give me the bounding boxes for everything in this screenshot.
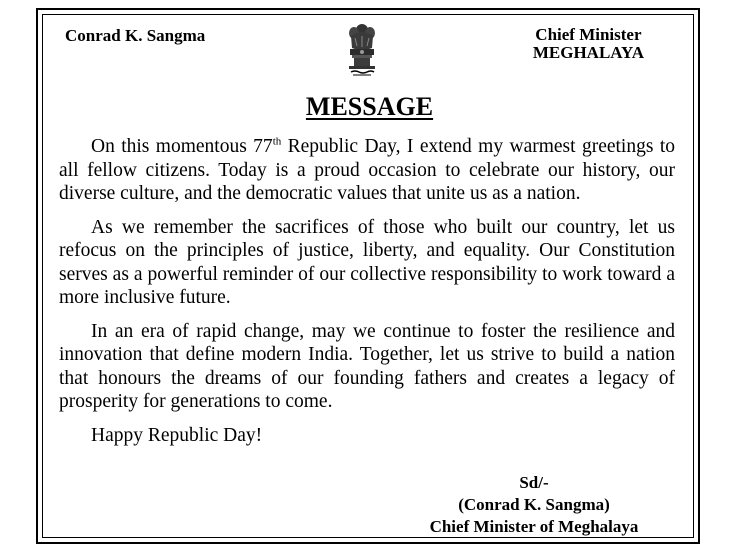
designation-block [533, 26, 644, 62]
sender-name: Conrad K. Sangma [65, 26, 206, 45]
paragraph-2: As we remember the sacrifices of those who built our country, let us refocus on the principles of justice, liberty, and equality. Our Constitution serves as a powerful reminder of our collective responsibility to work toward a more inclusive future. [59, 216, 675, 308]
signature-block [400, 472, 668, 538]
national-emblem-graphic [345, 22, 379, 78]
paragraph-4: Happy Republic Day! [91, 424, 263, 446]
paragraph-3: In an era of rapid change, may we continue to foster the resilience and innovation that define modern India. Together, let us strive to build a nation that honours the dreams of our founding fathers and creates a legacy of prosperity for generations to come. [59, 320, 675, 412]
signature-name: (Conrad K. Sangma) [458, 495, 610, 514]
ordinal-suffix: th [272, 135, 282, 148]
designation-state: MEGHALAYA [532, 43, 644, 62]
message-body [59, 135, 675, 457]
paragraph-1-rest: Republic Day, I extend my warmest greetings to all fellow citizens. Today is a proud occasion to celebrate our history, our diverse culture, and the democratic values that unite us as a nation. [59, 136, 675, 204]
paragraph-1-start: On this momentous 77 [91, 136, 273, 157]
signature-title: Chief Minister of Meghalaya [429, 517, 639, 536]
designation-title: Chief Minister [535, 25, 642, 44]
national-emblem-icon [345, 22, 379, 78]
signature-sd: Sd/- [519, 473, 549, 492]
message-heading: MESSAGE [305, 92, 434, 121]
paragraph-1 [59, 135, 675, 206]
